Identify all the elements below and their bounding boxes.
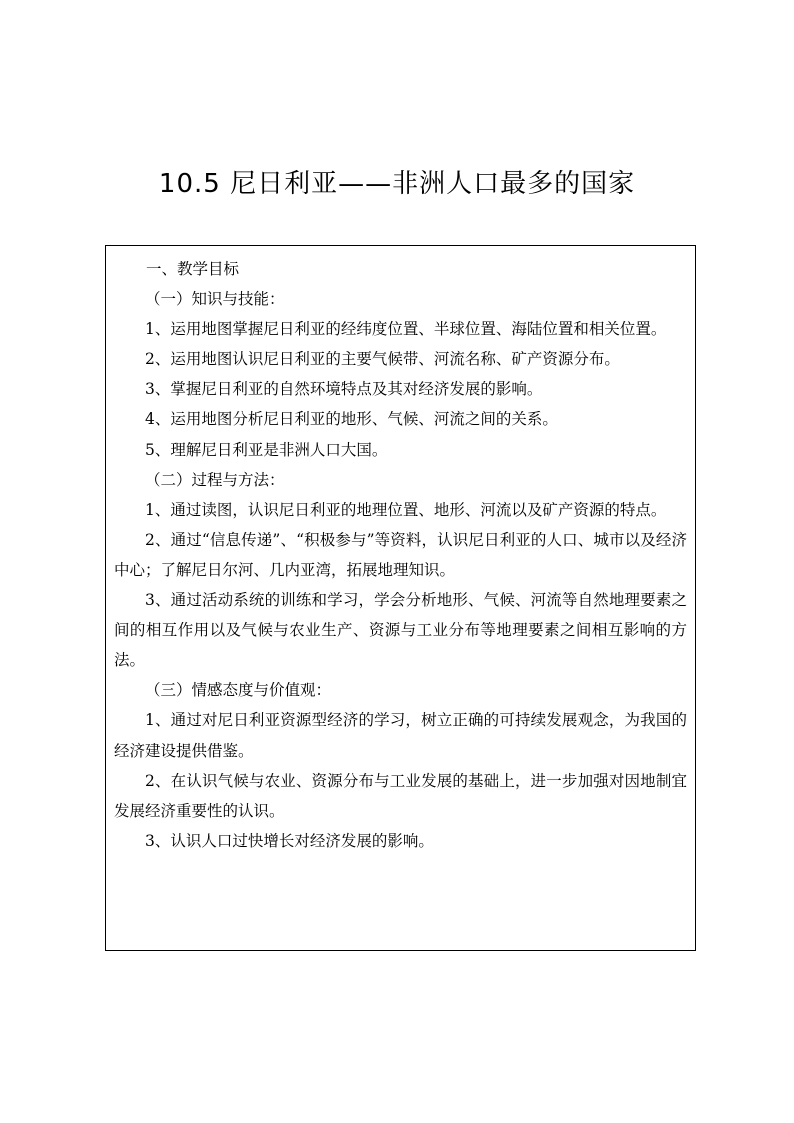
objective-item: 3、通过活动系统的训练和学习，学会分析地形、气候、河流等自然地理要素之间的相互作用以及气候与农业生产、资源与工业分布等地理要素之间相互影响的方法。 — [114, 591, 687, 670]
subsection-heading-process: （二）过程与方法： — [145, 470, 285, 489]
objective-item: 3、认识人口过快增长对经济发展的影响。 — [145, 831, 434, 850]
subsection-heading-attitude: （三）情感态度与价值观： — [145, 681, 332, 700]
objective-item: 2、在认识气候与农业、资源分布与工业发展的基础上，进一步加强对因地制宜发展经济重要性的认识。 — [114, 771, 687, 820]
subsection-heading-knowledge: （一）知识与技能： — [145, 290, 285, 309]
objective-item: 1、运用地图掌握尼日利亚的经纬度位置、半球位置、海陆位置和相关位置。 — [145, 320, 667, 339]
objective-item: 3、掌握尼日利亚的自然环境特点及其对经济发展的影响。 — [145, 380, 543, 399]
teaching-objectives-box — [105, 245, 696, 951]
page-title: 10.5 尼日利亚——非洲人口最多的国家 — [158, 169, 636, 199]
objective-item: 2、运用地图认识尼日利亚的主要气候带、河流名称、矿产资源分布。 — [145, 350, 620, 369]
objective-item: 1、通过对尼日利亚资源型经济的学习，树立正确的可持续发展观念，为我国的经济建设提供借鉴。 — [114, 711, 687, 760]
objective-item: 1、通过读图，认识尼日利亚的地理位置、地形、河流以及矿产资源的特点。 — [145, 500, 667, 519]
objective-item: 4、运用地图分析尼日利亚的地形、气候、河流之间的关系。 — [145, 410, 558, 429]
objective-item: 5、理解尼日利亚是非洲人口大国。 — [145, 440, 388, 459]
objective-item: 2、通过“信息传递”、“积极参与”等资料，认识尼日利亚的人口、城市以及经济中心；了解尼日尔河、几内亚湾，拓展地理知识。 — [114, 530, 687, 579]
section-heading: 一、教学目标 — [146, 260, 240, 278]
